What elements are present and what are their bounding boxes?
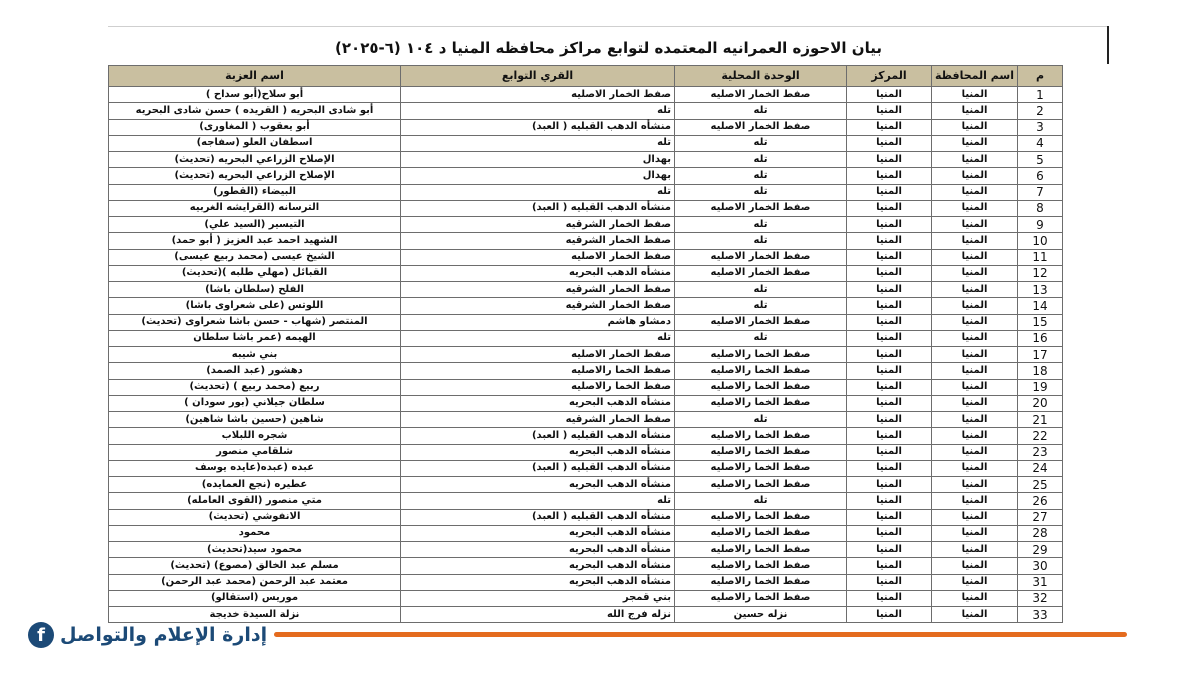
cell-center: المنيا (847, 493, 932, 509)
cell-unit: صفط الخما رالاصليه (675, 395, 847, 411)
footer-brand (28, 620, 267, 650)
header-center: المركز (847, 66, 932, 87)
cell-hamlet: أبو يعقوب ( المغاورى) (109, 119, 401, 135)
table-row (109, 525, 1063, 541)
cell-governorate: المنيا (932, 217, 1018, 233)
cell-num: 16 (1017, 330, 1062, 346)
cell-num: 31 (1017, 574, 1062, 590)
cell-village: تله (401, 184, 675, 200)
cell-governorate: المنيا (932, 607, 1018, 623)
cell-num: 11 (1017, 249, 1062, 265)
table-row (109, 200, 1063, 216)
cell-village: منشأه الدهب البحريه (401, 444, 675, 460)
cell-governorate: المنيا (932, 200, 1018, 216)
cell-village: منشأه الدهب البحريه (401, 477, 675, 493)
cell-hamlet: موريس (استقالو) (109, 590, 401, 606)
cell-center: المنيا (847, 103, 932, 119)
cell-center: المنيا (847, 282, 932, 298)
cell-village: بهدال (401, 152, 675, 168)
cell-hamlet: المنتصر (شهاب - حسن باشا شعراوى (تحديث) (109, 314, 401, 330)
cell-center: المنيا (847, 200, 932, 216)
cell-unit: تله (675, 168, 847, 184)
cell-village: منشأه الدهب القبليه ( العبد) (401, 200, 675, 216)
cell-governorate: المنيا (932, 119, 1018, 135)
cell-village: صفط الخمار الشرقيه (401, 412, 675, 428)
cell-unit: صفط الخمار الاصليه (675, 314, 847, 330)
data-table (108, 65, 1063, 623)
cell-hamlet: دهشور (عبد الصمد) (109, 363, 401, 379)
table-row (109, 103, 1063, 119)
cell-num: 32 (1017, 590, 1062, 606)
cell-hamlet: أبو سلاح(أبو سداح ) (109, 87, 401, 103)
cell-village: منشأه الدهب القبليه ( العبد) (401, 119, 675, 135)
cell-governorate: المنيا (932, 379, 1018, 395)
cell-hamlet: الإصلاح الزراعي البحريه (تحديث) (109, 152, 401, 168)
cell-center: المنيا (847, 444, 932, 460)
cell-unit: تله (675, 103, 847, 119)
cell-hamlet: الشهيد احمد عبد العزيز ( أبو حمد) (109, 233, 401, 249)
cell-unit: صفط الخما رالاصليه (675, 542, 847, 558)
cell-num: 15 (1017, 314, 1062, 330)
cell-hamlet: مسلم عبد الخالق (مصوع) (تحديث) (109, 558, 401, 574)
cell-unit: تله (675, 330, 847, 346)
cell-unit: تله (675, 233, 847, 249)
table-row (109, 347, 1063, 363)
cell-village: دمشاو هاشم (401, 314, 675, 330)
cell-unit: صفط الخما رالاصليه (675, 574, 847, 590)
cell-governorate: المنيا (932, 395, 1018, 411)
cell-hamlet: التيسير (السيد علي) (109, 217, 401, 233)
cell-center: المنيا (847, 347, 932, 363)
cell-governorate: المنيا (932, 168, 1018, 184)
table-row (109, 135, 1063, 151)
cell-unit: صفط الخمار الاصليه (675, 200, 847, 216)
cell-hamlet: شلقامي منصور (109, 444, 401, 460)
cell-village: منشأه الدهب البحريه (401, 525, 675, 541)
cell-unit: تله (675, 152, 847, 168)
cell-village: صفط الخمار الاصليه (401, 347, 675, 363)
cell-hamlet: الإصلاح الزراعي البحريه (تحديث) (109, 168, 401, 184)
table-row (109, 314, 1063, 330)
cell-hamlet: عبده (عبده(عايده يوسف (109, 460, 401, 476)
cell-village: منشأه الدهب البحريه (401, 542, 675, 558)
cell-unit: صفط الخما رالاصليه (675, 477, 847, 493)
cell-hamlet: أبو شادى البحريه ( القريده ) حسن شادى البحريه (109, 103, 401, 119)
cell-unit: صفط الخما رالاصليه (675, 363, 847, 379)
sheet-edge-divider (1107, 26, 1109, 64)
cell-governorate: المنيا (932, 509, 1018, 525)
header-governorate: اسم المحافظة (932, 66, 1018, 87)
cell-hamlet: محمود (109, 525, 401, 541)
cell-unit: تله (675, 217, 847, 233)
cell-center: المنيا (847, 607, 932, 623)
cell-village: منشأه الدهب البحريه (401, 558, 675, 574)
cell-governorate: المنيا (932, 460, 1018, 476)
cell-center: المنيا (847, 87, 932, 103)
cell-center: المنيا (847, 509, 932, 525)
cell-governorate: المنيا (932, 477, 1018, 493)
table-row (109, 460, 1063, 476)
cell-hamlet: الشيخ عيسى (محمد ربيع عيسى) (109, 249, 401, 265)
cell-village: نزله فرج الله (401, 607, 675, 623)
cell-unit: تله (675, 298, 847, 314)
cell-center: المنيا (847, 314, 932, 330)
cell-village: صفط الخمار الشرقيه (401, 282, 675, 298)
cell-governorate: المنيا (932, 103, 1018, 119)
cell-center: المنيا (847, 542, 932, 558)
cell-center: المنيا (847, 379, 932, 395)
cell-hamlet: البيضاء (القطور) (109, 184, 401, 200)
cell-unit: صفط الخما رالاصليه (675, 558, 847, 574)
table-row (109, 184, 1063, 200)
cell-hamlet: الترسانه (القرايشه الغربيه (109, 200, 401, 216)
document-sheet (108, 26, 1109, 622)
cell-governorate: المنيا (932, 558, 1018, 574)
cell-center: المنيا (847, 168, 932, 184)
cell-village: صفط الخمار الاصليه (401, 249, 675, 265)
cell-num: 10 (1017, 233, 1062, 249)
cell-num: 27 (1017, 509, 1062, 525)
cell-unit: صفط الخما رالاصليه (675, 347, 847, 363)
cell-unit: تله (675, 184, 847, 200)
table-row (109, 298, 1063, 314)
cell-num: 21 (1017, 412, 1062, 428)
cell-num: 7 (1017, 184, 1062, 200)
cell-hamlet: محمود سيد(تحديث) (109, 542, 401, 558)
cell-num: 6 (1017, 168, 1062, 184)
cell-village: بني قمجر (401, 590, 675, 606)
cell-unit: صفط الخما رالاصليه (675, 444, 847, 460)
cell-center: المنيا (847, 477, 932, 493)
table-row (109, 395, 1063, 411)
cell-unit: صفط الخما رالاصليه (675, 525, 847, 541)
cell-hamlet: متي منصور (القوى العامله) (109, 493, 401, 509)
cell-hamlet: سلطان جيلاني (بور سودان ) (109, 395, 401, 411)
cell-governorate: المنيا (932, 590, 1018, 606)
header-hamlet: اسم العزبة (109, 66, 401, 87)
cell-unit: تله (675, 282, 847, 298)
cell-village: منشأه الدهب القبليه ( العبد) (401, 428, 675, 444)
cell-center: المنيا (847, 395, 932, 411)
cell-unit: نزله حسين (675, 607, 847, 623)
cell-unit: صفط الخما رالاصليه (675, 509, 847, 525)
cell-hamlet: القبائل (مهلي طلبه )(تحديث) (109, 265, 401, 281)
cell-unit: تله (675, 412, 847, 428)
table-row (109, 168, 1063, 184)
cell-hamlet: ربيع (محمد ربيع ) (تحديث) (109, 379, 401, 395)
header-unit: الوحدة المحلية (675, 66, 847, 87)
cell-num: 28 (1017, 525, 1062, 541)
cell-governorate: المنيا (932, 184, 1018, 200)
cell-governorate: المنيا (932, 574, 1018, 590)
document-title: بيان الاحوزه العمرانيه المعتمده لتوابع مراكز محافظه المنيا د ١٠٤ (٦-٢٠٢٥) (335, 39, 882, 57)
cell-num: 9 (1017, 217, 1062, 233)
table-row (109, 330, 1063, 346)
cell-village: منشأه الدهب القبليه ( العبد) (401, 509, 675, 525)
cell-center: المنيا (847, 330, 932, 346)
table-row (109, 412, 1063, 428)
facebook-icon[interactable]: f (28, 622, 54, 648)
table-row (109, 590, 1063, 606)
cell-unit: صفط الخما رالاصليه (675, 428, 847, 444)
cell-village: تله (401, 330, 675, 346)
table-row (109, 217, 1063, 233)
cell-num: 23 (1017, 444, 1062, 460)
cell-center: المنيا (847, 265, 932, 281)
cell-governorate: المنيا (932, 233, 1018, 249)
table-row (109, 87, 1063, 103)
cell-center: المنيا (847, 574, 932, 590)
cell-governorate: المنيا (932, 298, 1018, 314)
cell-governorate: المنيا (932, 444, 1018, 460)
cell-num: 12 (1017, 265, 1062, 281)
cell-village: منشأه الدهب القبليه ( العبد) (401, 460, 675, 476)
table-row (109, 282, 1063, 298)
cell-governorate: المنيا (932, 282, 1018, 298)
cell-num: 18 (1017, 363, 1062, 379)
cell-village: تله (401, 493, 675, 509)
cell-unit: تله (675, 135, 847, 151)
cell-center: المنيا (847, 412, 932, 428)
cell-center: المنيا (847, 460, 932, 476)
cell-hamlet: عطيره (نجع العمايده) (109, 477, 401, 493)
header-num: م (1017, 66, 1062, 87)
table-row (109, 574, 1063, 590)
cell-center: المنيا (847, 590, 932, 606)
cell-num: 3 (1017, 119, 1062, 135)
cell-num: 8 (1017, 200, 1062, 216)
cell-unit: صفط الخمار الاصليه (675, 265, 847, 281)
table-row (109, 444, 1063, 460)
cell-unit: تله (675, 493, 847, 509)
table-row (109, 493, 1063, 509)
cell-num: 20 (1017, 395, 1062, 411)
cell-num: 30 (1017, 558, 1062, 574)
cell-hamlet: اللوتس (على شعراوى باشا) (109, 298, 401, 314)
cell-hamlet: معتمد عبد الرحمن (محمد عبد الرحمن) (109, 574, 401, 590)
table-row (109, 119, 1063, 135)
cell-governorate: المنيا (932, 412, 1018, 428)
cell-village: صفط الخمار الشرقيه (401, 233, 675, 249)
cell-governorate: المنيا (932, 542, 1018, 558)
cell-governorate: المنيا (932, 330, 1018, 346)
table-row (109, 379, 1063, 395)
header-village: القري التوابع (401, 66, 675, 87)
cell-governorate: المنيا (932, 314, 1018, 330)
footer-accent-line (274, 632, 1127, 637)
cell-governorate: المنيا (932, 347, 1018, 363)
cell-village: صفط الخما رالاصليه (401, 379, 675, 395)
cell-village: صفط الخمار الشرقيه (401, 298, 675, 314)
table-row (109, 428, 1063, 444)
cell-governorate: المنيا (932, 152, 1018, 168)
cell-center: المنيا (847, 217, 932, 233)
table-row (109, 509, 1063, 525)
table-row (109, 542, 1063, 558)
cell-center: المنيا (847, 525, 932, 541)
cell-center: المنيا (847, 184, 932, 200)
cell-village: تله (401, 103, 675, 119)
cell-hamlet: الفلح (سلطان باشا) (109, 282, 401, 298)
cell-num: 22 (1017, 428, 1062, 444)
cell-village: صفط الخما رالاصليه (401, 363, 675, 379)
table-row (109, 363, 1063, 379)
cell-center: المنيا (847, 558, 932, 574)
cell-unit: صفط الخما رالاصليه (675, 379, 847, 395)
cell-num: 24 (1017, 460, 1062, 476)
cell-hamlet: بني شيبه (109, 347, 401, 363)
table-row (109, 233, 1063, 249)
cell-village: منشأه الدهب البحريه (401, 265, 675, 281)
cell-village: تله (401, 135, 675, 151)
cell-unit: صفط الخمار الاصليه (675, 119, 847, 135)
cell-hamlet: شاهين (حسين باشا شاهين) (109, 412, 401, 428)
cell-unit: صفط الخمار الاصليه (675, 87, 847, 103)
cell-governorate: المنيا (932, 265, 1018, 281)
cell-num: 1 (1017, 87, 1062, 103)
brand-text: إدارة الإعلام والتواصل (60, 624, 268, 646)
table-row (109, 477, 1063, 493)
table-row (109, 265, 1063, 281)
cell-governorate: المنيا (932, 87, 1018, 103)
cell-num: 19 (1017, 379, 1062, 395)
cell-village: بهدال (401, 168, 675, 184)
cell-num: 25 (1017, 477, 1062, 493)
cell-num: 33 (1017, 607, 1062, 623)
cell-num: 4 (1017, 135, 1062, 151)
cell-num: 29 (1017, 542, 1062, 558)
table-row (109, 249, 1063, 265)
cell-village: منشأه الدهب البحريه (401, 395, 675, 411)
cell-governorate: المنيا (932, 135, 1018, 151)
table-row (109, 558, 1063, 574)
cell-hamlet: الانفوشي (تحديث) (109, 509, 401, 525)
cell-unit: صفط الخما رالاصليه (675, 590, 847, 606)
cell-center: المنيا (847, 428, 932, 444)
cell-hamlet: نزلة السيدة خديجة (109, 607, 401, 623)
cell-center: المنيا (847, 135, 932, 151)
cell-governorate: المنيا (932, 363, 1018, 379)
cell-num: 26 (1017, 493, 1062, 509)
cell-num: 13 (1017, 282, 1062, 298)
cell-governorate: المنيا (932, 428, 1018, 444)
table-row (109, 152, 1063, 168)
cell-unit: صفط الخمار الاصليه (675, 249, 847, 265)
cell-num: 2 (1017, 103, 1062, 119)
cell-village: صفط الخمار الشرقيه (401, 217, 675, 233)
cell-governorate: المنيا (932, 249, 1018, 265)
cell-unit: صفط الخما رالاصليه (675, 460, 847, 476)
cell-num: 14 (1017, 298, 1062, 314)
cell-num: 5 (1017, 152, 1062, 168)
cell-center: المنيا (847, 363, 932, 379)
cell-village: منشأه الدهب البحريه (401, 574, 675, 590)
cell-center: المنيا (847, 298, 932, 314)
cell-center: المنيا (847, 152, 932, 168)
cell-num: 17 (1017, 347, 1062, 363)
cell-village: صفط الخمار الاصليه (401, 87, 675, 103)
cell-governorate: المنيا (932, 525, 1018, 541)
cell-hamlet: شجره اللبلاب (109, 428, 401, 444)
cell-governorate: المنيا (932, 493, 1018, 509)
cell-center: المنيا (847, 119, 932, 135)
table-header-row (109, 66, 1063, 87)
cell-center: المنيا (847, 249, 932, 265)
cell-hamlet: اسطفان العلو (سفاجه) (109, 135, 401, 151)
cell-hamlet: الهيمه (عمر باشا سلطان (109, 330, 401, 346)
cell-center: المنيا (847, 233, 932, 249)
